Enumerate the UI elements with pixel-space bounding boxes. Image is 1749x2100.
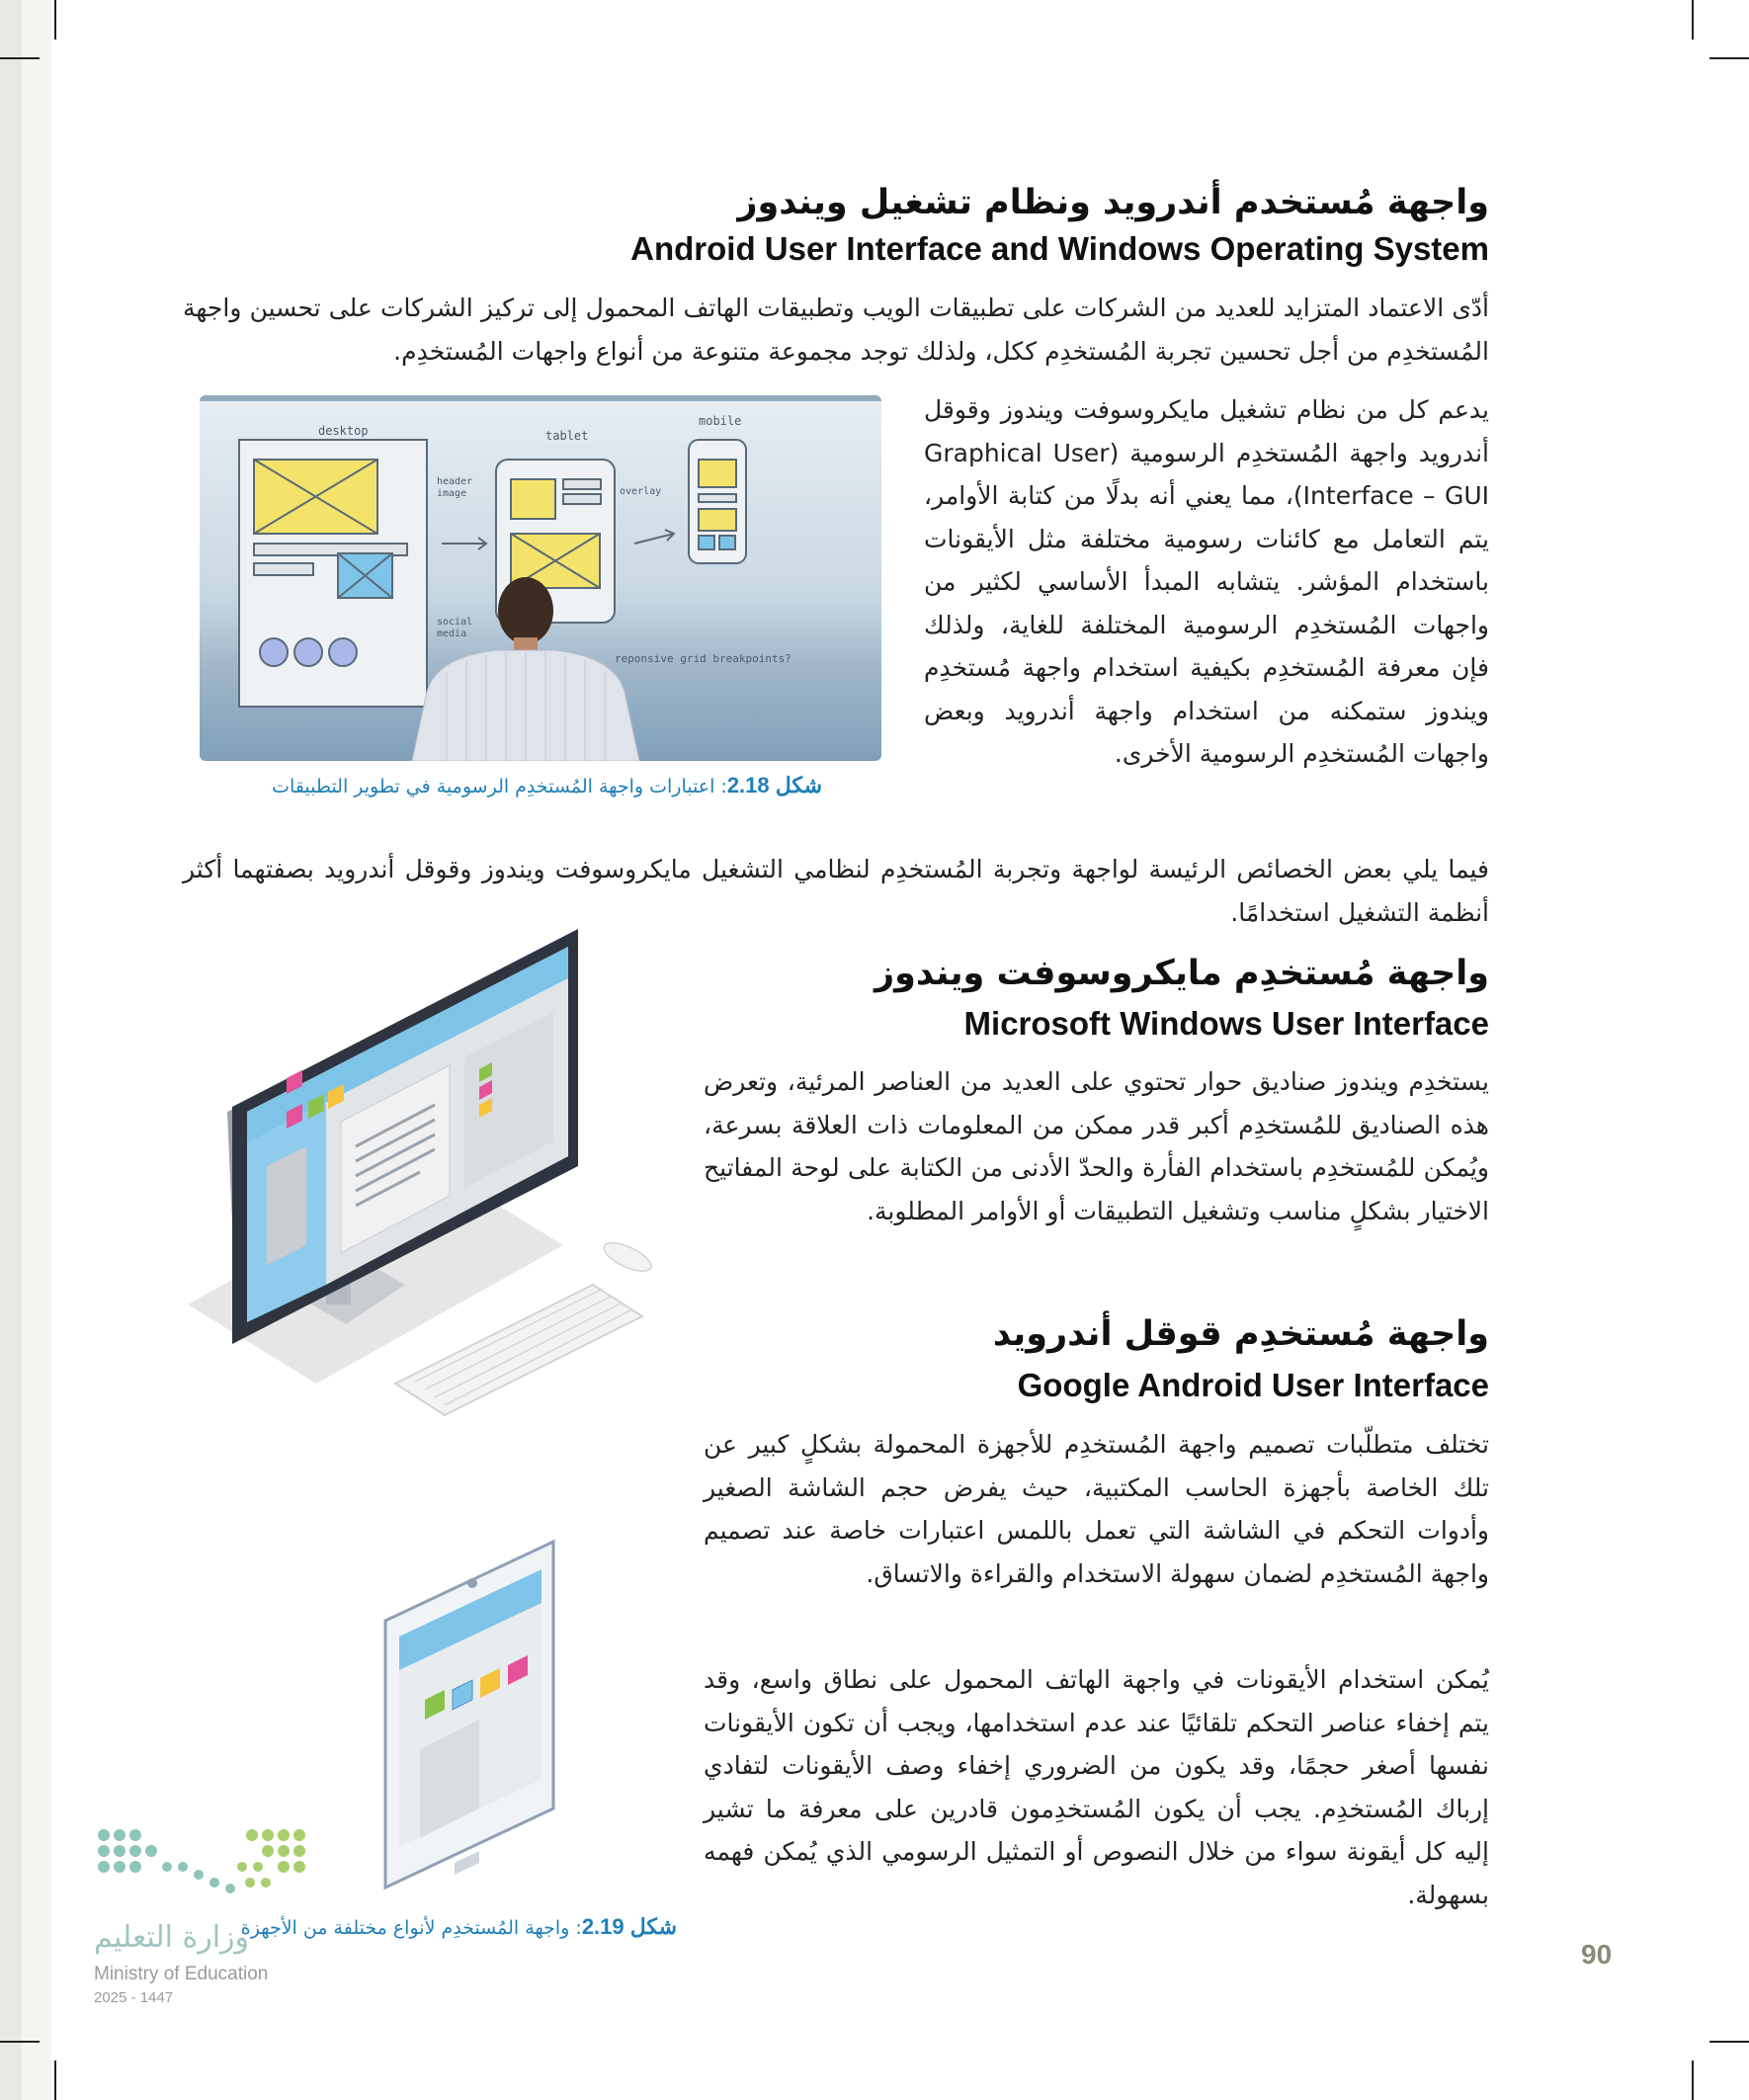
figure-2-19-caption-text: واجهة المُستخدِم لأنواع مختلفة من الأجهزة (240, 1917, 570, 1939)
crop-mark (0, 57, 40, 59)
section-title-en: Android User Interface and Windows Operating System (630, 230, 1489, 267)
figure-2-18-image (200, 395, 881, 761)
sketch-label-mobile: mobile (699, 414, 742, 428)
figure-2-19-caption: شكل 2.19: واجهة المُستخدِم لأنواع مختلفة من الأجهزة (240, 1914, 677, 1939)
ministry-logo-dots (94, 1823, 321, 1932)
ministry-name-ar: وزارة التعليم (94, 1920, 250, 1955)
sketch-label-desktop: desktop (318, 424, 369, 438)
crop-mark (1709, 57, 1749, 59)
figure-2-19-image (178, 909, 731, 1957)
page-edge-shade (22, 0, 51, 2100)
crop-mark (54, 2060, 56, 2100)
sketch-label-header: header (437, 476, 473, 487)
sketch-label-social: social (437, 617, 473, 628)
windows-title-en: Microsoft Windows User Interface (963, 1005, 1489, 1042)
android-paragraph-2: يُمكن استخدام الأيقونات في واجهة الهاتف المحمول على نطاق واسع، وقد يتم إخفاء عناصر التحكم تلقائيًا عند عدم استخدامها، ويجب أن تكون الأيقونات نفسها أصغر حجمًا، وقد يكون من الضروري إخفاء وصف الأيقونات لتفادي إرباك المُستخدِم. يجب أن يكون المُستخدِمون قادرين على معرفة ما تشير إليه كل أيقونة سواء من خلال النصوص أو التمثيل الرسومي الذي يُمكن فهمه بسهولة. (704, 1665, 1489, 1909)
sketch-label-breakpoints: reponsive grid breakpoints? (615, 652, 791, 665)
page-edge (0, 0, 22, 2100)
sketch-label-media: media (437, 629, 467, 639)
figure-2-18-caption: شكل 2.18: اعتبارات واجهة المُستخدِم الرسومية في تطوير التطبيقات (272, 773, 822, 798)
sketch-label-tablet: tablet (545, 429, 589, 443)
windows-paragraph: يستخدِم ويندوز صناديق حوار تحتوي على العديد من العناصر المرئية، وتعرض هذه الصناديق للمُستخدِم أكبر قدر ممكن من المعلومات ذات العلاقة بسرعة، ويُمكن للمُستخدِم باستخدام الفأرة والحدّ الأدنى من الكتابة على لوحة المفاتيح الاختيار بشكلٍ مناسب وتشغيل التطبيقات أو الأوامر المطلوبة. (704, 1067, 1489, 1225)
figure-2-19-label: شكل 2.19 (581, 1914, 677, 1939)
windows-title-ar: واجهة مُستخدِم مايكروسوفت ويندوز (874, 954, 1489, 993)
android-title-ar: واجهة مُستخدِم قوقل أندرويد (992, 1314, 1489, 1354)
ministry-year: 2025 - 1447 (94, 1989, 174, 2006)
intro-paragraph: أدّى الاعتماد المتزايد للعديد من الشركات على تطبيقات الويب وتطبيقات الهاتف المحمول إلى تركيز الشركات على تحسين واجهة المُستخدِم من أجل تحسين تجربة المُستخدِم ككل، ولذلك توجد مجموعة متنوعة من أنواع واجهات المُستخدِم. (183, 294, 1489, 366)
crop-mark (1692, 2060, 1694, 2100)
crop-mark (54, 0, 56, 40)
figure-2-18-caption-text: اعتبارات واجهة المُستخدِم الرسومية في تطوير التطبيقات (272, 776, 715, 798)
crop-mark (0, 2041, 40, 2043)
section-title-ar: واجهة مُستخدم أندرويد ونظام تشغيل ويندوز (737, 183, 1489, 222)
lead-paragraph: فيما يلي بعض الخصائص الرئيسة لواجهة وتجربة المُستخدِم لنظامي التشغيل مايكروسوفت ويندوز وقوقل أندرويد بصفتهما أكثر أنظمة التشغيل استخدامًا. (183, 855, 1489, 927)
crop-mark (1709, 2041, 1749, 2043)
crop-mark (1692, 0, 1694, 40)
ministry-logo (94, 1823, 321, 2011)
sketch-label-overlay: overlay (620, 486, 662, 497)
page-number: 90 (1581, 1939, 1613, 1970)
android-title-en: Google Android User Interface (1017, 1367, 1489, 1403)
android-paragraph-1: تختلف متطلّبات تصميم واجهة المُستخدِم للأجهزة المحمولة بشكلٍ كبير عن تلك الخاصة بأجهزة الحاسب المكتبية، حيث يفرض حجم الشاشة الصغير وأدوات التحكم في الشاشة التي تعمل باللمس اعتبارات خاصة عند تصميم واجهة المُستخدِم لضمان سهولة الاستخدام والقراءة والاتساق. (704, 1430, 1489, 1588)
figure-2-18-label: شكل 2.18 (726, 773, 822, 798)
gui-paragraph: يدعم كل من نظام تشغيل مايكروسوفت ويندوز وقوقل أندرويد واجهة المُستخدِم الرسومية (Graphical User Interface – GUI)، مما يعني أنه بدلًا من كتابة الأوامر، يتم التعامل مع كائنات رسومية مختلفة مثل الأيقونات باستخدام المؤشر. يتشابه المبدأ الأساسي لكثير من واجهات المُستخدِم الرسومية المختلفة للغاية، ولذلك فإن معرفة المُستخدِم بكيفية استخدام واجهة مُستخدِم ويندوز ستمكنه من استخدام واجهة أندرويد وبعض واجهات المُستخدِم الرسومية الأخرى. (924, 395, 1490, 768)
sketch-label-image: image (437, 488, 467, 499)
ministry-name-en: Ministry of Education (94, 1964, 269, 1984)
